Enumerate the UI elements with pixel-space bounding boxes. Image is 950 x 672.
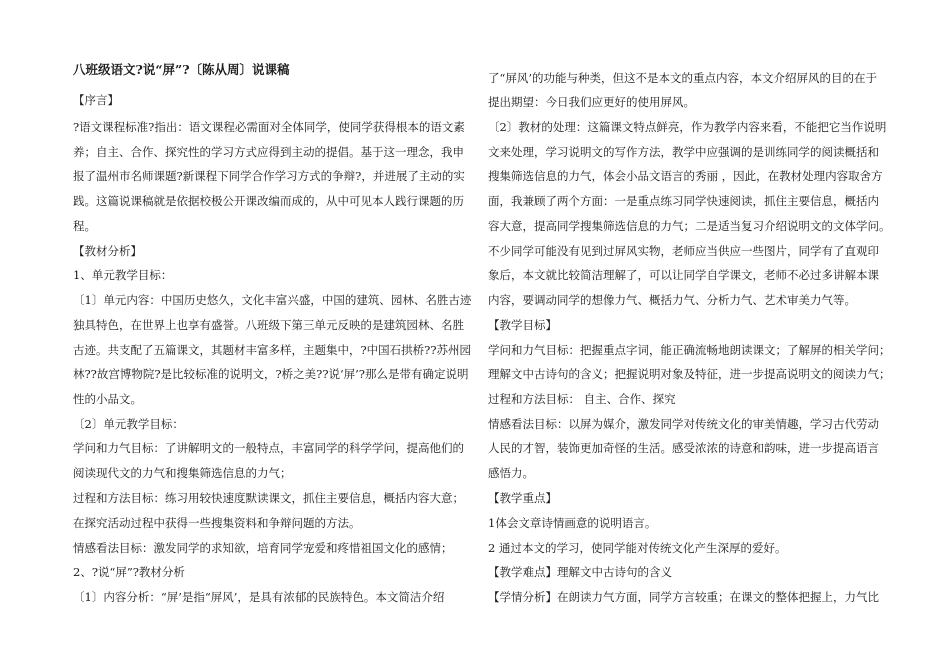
left-text-line: 古迹。共支配了五篇课文，其题材丰富多样，主题集中，?中国石拱桥??苏州园 — [73, 343, 471, 357]
right-text-line: 【教学目标】 — [488, 318, 557, 332]
right-text-line: 情感看法目标：以屏为媒介，激发同学对传统文化的审美情趣，学习古代劳动 — [488, 417, 879, 431]
right-text-line: 内容，要调动同学的想像力气、概括力气、分析力气、艺术审美力气等。 — [488, 293, 856, 307]
left-text-line: 〔1〕单元内容：中国历史悠久，文化丰富兴盛，中国的建筑、园林、名胜古迹 — [73, 293, 472, 307]
left-text-line: 践。这篇说课稿就是依据校极公开课改编而成的，从中可见本人践行课题的历 — [73, 194, 464, 208]
left-text-line: 养；自主、合作、探究性的学习方式应得到主动的提倡。基于这一理念，我申 — [73, 145, 464, 159]
right-text-line: 不少同学可能没有见到过屏风实物，老师应当供应一些图片，同学有了直观印 — [488, 244, 879, 258]
left-text-line: 在探究活动过程中获得一些搜集资料和争辩问题的方法。 — [73, 516, 361, 530]
right-text-line: 搜集筛选信息的力气，体会小品文语言的秀丽 ，因此，在教材处理内容取舍方 — [488, 169, 883, 183]
left-text-line: 过程和方法目标：练习用较快速度默读课文，抓住主要信息，概括内容大意； — [73, 491, 464, 505]
left-text-line: 【序言】 — [73, 93, 119, 107]
right-text-line: 【学情分析】在朗读力气方面，同学方言较重；在课文的整体把握上，力气比 — [488, 590, 879, 604]
right-text-line: 感悟力。 — [488, 466, 534, 480]
right-text-line: 过程和方法目标： 自主、合作、探究 — [488, 392, 676, 406]
left-text-line: ?语文课程标准?指出：语文课程必需面对全体同学，使同学获得根本的语文素 — [73, 120, 465, 134]
left-text-line: 1、单元教学目标： — [73, 268, 173, 282]
right-text-line: 学问和力气目标：把握重点字词，能正确流畅地朗读课文；了解屏的相关学问； — [488, 343, 891, 357]
right-text-line: 文来处理，学习说明文的写作方法，教学中应强调的是训练同学的阅读概括和 — [488, 145, 879, 159]
left-text-line: 八班级语文?说“屏”?〔陈从周〕说课稿 — [73, 62, 290, 77]
left-text-line: 性的小品文。 — [73, 392, 142, 406]
right-text-line: 了“屏风’的功能与种类，但这不是本文的重点内容，本文介绍屏风的目的在于 — [488, 71, 878, 85]
left-text-line: 林??故宫博物院?是比较标准的说明文，?桥之美??说‘屏’?那么是带有确定说明 — [73, 367, 469, 381]
right-text-line: 2 通过本文的学习，使同学能对传统文化产生深厚的爱好。 — [488, 541, 787, 555]
left-text-line: 阅读现代文的力气和搜集筛选信息的力气； — [73, 466, 292, 480]
left-text-line: 学问和力气目标：了讲解明文的一般特点，丰富同学的科学学问，提高他们的 — [73, 441, 464, 455]
right-text-line: 理解文中古诗句的含义；把握说明对象及特征，进一步提高说明文的阅读力气； — [488, 367, 891, 381]
left-text-line: 2、?说“屏”?教材分析 — [73, 565, 185, 579]
right-text-line: 提出期望：今日我们应更好的使用屏风。 — [488, 95, 695, 109]
left-text-line: 【教材分析】 — [73, 244, 142, 258]
right-text-line: 〔2〕教材的处理：这篇课文特点鲜亮，作为教学内容来看，不能把它当作说明 — [488, 120, 887, 134]
right-text-line: 1体会文章诗情画意的说明语言。 — [488, 516, 657, 530]
left-text-line: 程。 — [73, 219, 96, 233]
left-text-line: 〔2〕单元教学目标： — [73, 417, 184, 431]
left-text-line: 情感看法目标：激发同学的求知欲，培育同学宠爱和疼惜祖国文化的感情； — [73, 541, 453, 555]
right-text-line: 容大意，提高同学搜集筛选信息的力气；二是适当复习介绍说明文的文体学问。 — [488, 219, 891, 233]
left-text-line: 报了温州市名师课题?新课程下同学合作学习方式的争辩?，并进展了主动的实 — [73, 169, 465, 183]
right-text-line: 人民的才智，装饰更加奇怪的生活。感受浓浓的诗意和韵味，进一步提高语言 — [488, 441, 879, 455]
right-text-line: 面，我兼顾了两个方面：一是重点练习同学快速阅读，抓住主要信息，概括内 — [488, 194, 879, 208]
left-text-line: 〔1〕内容分析：“屏’是指“屏风’，是具有浓郁的民族特色。本文简洁介绍 — [73, 590, 445, 604]
right-text-line: 【教学难点】理解文中古诗句的含义 — [488, 565, 672, 579]
right-text-line: 象后，本文就比较简洁理解了，可以让同学自学课文，老师不必过多讲解本课 — [488, 268, 879, 282]
left-text-line: 独具特色，在世界上也享有盛誉。八班级下第三单元反映的是建筑园林、名胜 — [73, 318, 464, 332]
right-text-line: 【教学重点】 — [488, 491, 557, 505]
